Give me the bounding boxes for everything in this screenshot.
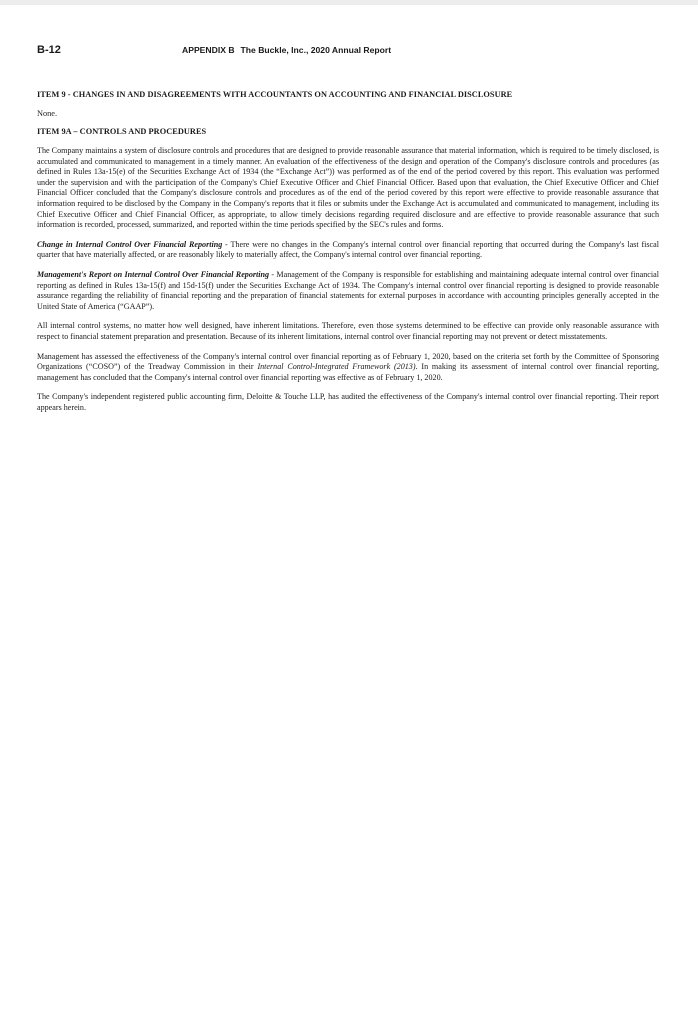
change-in-control-paragraph	[37, 240, 659, 261]
item9-body: None.	[37, 109, 58, 118]
running-head	[182, 45, 391, 55]
management-report-lead: Management's Report on Internal Control Over Financial Reporting -	[37, 269, 275, 279]
assessment-text-a: Management has assessed the effectiveness of the Company's internal control over financial reporting as of February 1, 2020, based on the criteria set forth by the Committee of Sponsoring Organizations (“COSO”) of the Treadway Commission in their	[37, 351, 659, 372]
appendix-label: APPENDIX B	[182, 45, 235, 55]
page-header	[37, 44, 657, 60]
management-report-paragraph	[37, 270, 659, 312]
page-number: B-12	[37, 44, 61, 56]
disclosure-controls-paragraph: The Company maintains a system of disclosure controls and procedures that are designed to provide reasonable assurance that material information, which is required to be timely disclosed, is accumulated and communicated to management in a timely manner. An evaluation of the effectiveness of the design and operation of the Company's disclosure controls and procedures (as defined in Rules 13a-15(e) of the Securities Exchange Act of 1934 (the “Exchange Act”)) was performed as of the end of the period covered by this report. This evaluation was performed under the supervision and with the participation of the Company's Chief Executive Officer and Chief Financial Officer. Based upon that evaluation, the Chief Executive Officer and Chief Financial Officer concluded that the Company's disclosure controls and procedures as of the end of the period covered by this report were effective to provide reasonable assurance that information required to be disclosed by the Company in the Company's reports that it files or submits under the Exchange Act is accumulated and communicated to management, including its Chief Executive Officer and Chief Financial Officer, as appropriate, to allow timely decisions regarding required disclosure and are effective to provide reasonable assurance that such information is recorded, processed, summarized, and reported within the time periods specified by the SEC's rules and forms.	[37, 146, 659, 230]
item9a-heading: ITEM 9A – CONTROLS AND PROCEDURES	[37, 127, 207, 136]
change-in-control-body: There were no changes in the Company's internal control over financial reporting that occurred during the Company's last fiscal quarter that have materially affected, or are reasonably likely to materially affect, the Company's internal control over financial reporting.	[37, 239, 659, 260]
management-report-body: Management of the Company is responsible for establishing and maintaining adequate internal control over financial reporting as defined in Rules 13a-15(f) and 15d-15(f) under the Securities Exchange Act of 1934. The Company's internal control over financial reporting is designed to provide reasonable assurance regarding the reliability of financial reporting and the preparation of financial statements for external purposes in accordance with accounting principles generally accepted in the United State of America (“GAAP”).	[37, 269, 659, 311]
page-content	[37, 90, 659, 422]
assessment-text-b: . In making its assessment of internal control over financial reporting, management has concluded that the Company's internal control over financial reporting was effective as of February 1, 2020.	[37, 362, 659, 382]
item9-heading: ITEM 9 - CHANGES IN AND DISAGREEMENTS WITH ACCOUNTANTS ON ACCOUNTING AND FINANCIAL DISCLOSURE	[37, 90, 513, 99]
change-in-control-lead: Change in Internal Control Over Financial Reporting -	[37, 239, 228, 249]
report-title: The Buckle, Inc., 2020 Annual Report	[240, 45, 392, 55]
assessment-paragraph	[37, 352, 659, 384]
inherent-limitations-paragraph: All internal control systems, no matter how well designed, have inherent limitations. Therefore, even those systems determined to be effective can provide only reasonable assurance with respect to financial statement preparation and presentation. Because of its inherent limitations, internal control over financial reporting may not prevent or detect misstatements.	[37, 321, 659, 341]
auditor-paragraph: The Company's independent registered public accounting firm, Deloitte & Touche LLP, has audited the effectiveness of the Company's internal control over financial reporting. Their report appears herein.	[37, 392, 659, 412]
coso-framework-title: Internal Control-Integrated Framework (2013)	[257, 362, 416, 372]
